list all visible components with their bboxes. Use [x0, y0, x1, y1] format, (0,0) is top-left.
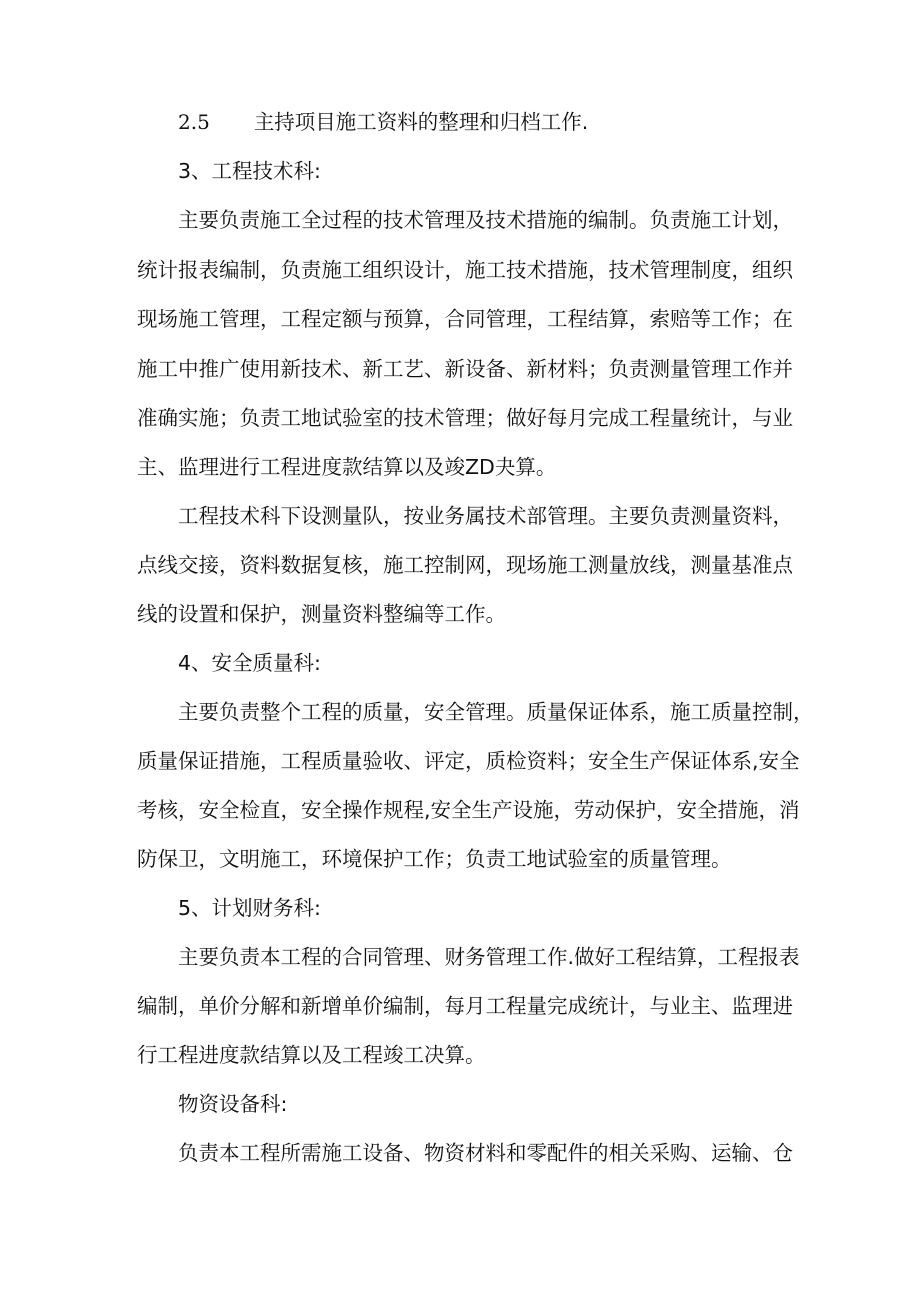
- item-number: 2.5: [178, 110, 210, 134]
- section-heading: 4、安全质量科:: [178, 651, 321, 675]
- paragraph-line: 主要负责施工全过程的技术管理及技术措施的编制。负责施工计划，: [178, 208, 793, 232]
- paragraph-line: 防保卫，文明施工，环境保护工作；负责工地试验室的质量管理。: [137, 847, 732, 871]
- item-text: 主持项目施工资料的整理和归档工作.: [253, 110, 589, 134]
- paragraph-line: 主要负责整个工程的质量，安全管理。质量保证体系，施工质量控制，: [178, 700, 814, 724]
- paragraph-line: 编制，单价分解和新增单价编制，每月工程量完成统计，与业主、监理进: [137, 994, 793, 1018]
- paragraph-line: 现场施工管理，工程定额与预算，合同管理，工程结算，索赔等工作；在: [137, 307, 793, 331]
- item-2-5: [178, 108, 588, 136]
- paragraph-line: 行工程进度款结算以及工程竣工决算。: [137, 1043, 486, 1067]
- paragraph-line: 统计报表编制，负责施工组织设计，施工技术措施，技术管理制度，组织: [137, 258, 793, 282]
- paragraph-line: 主、监理进行工程进度款结算以及竣ZD夬算。: [137, 455, 557, 479]
- section-heading: 物资设备科:: [178, 1092, 288, 1116]
- paragraph-line: 主要负责本工程的合同管理、财务管理工作.做好工程结算，工程报表: [178, 945, 800, 969]
- paragraph-line: 工程技术科下设测量队，按业务属技术部管理。主要负责测量资料，: [178, 504, 793, 528]
- paragraph-line: 施工中推广使用新技术、新工艺、新设备、新材料；负责测量管理工作并: [137, 357, 793, 381]
- paragraph-line: 线的设置和保护，测量资料整编等工作。: [137, 602, 506, 626]
- paragraph-line: 质量保证措施，工程质量验收、评定，质检资料；安全生产保证体系,安全: [137, 749, 800, 773]
- paragraph-line: 考核，安全检直，安全操作规程,安全生产设施，劳动保护，安全措施，消: [137, 798, 800, 822]
- paragraph-line: 准确实施；负责工地试验室的技术管理；做好每月完成工程量统计，与业: [137, 406, 793, 430]
- paragraph-line: 点线交接，资料数据复核，施工控制网，现场施工测量放线，测量基准点: [137, 553, 793, 577]
- paragraph-line: 负责本工程所需施工设备、物资材料和零配件的相关采购、运输、仓: [178, 1141, 793, 1165]
- section-heading: 5、计划财务科:: [178, 896, 321, 920]
- section-heading: 3、工程技术科:: [178, 159, 321, 183]
